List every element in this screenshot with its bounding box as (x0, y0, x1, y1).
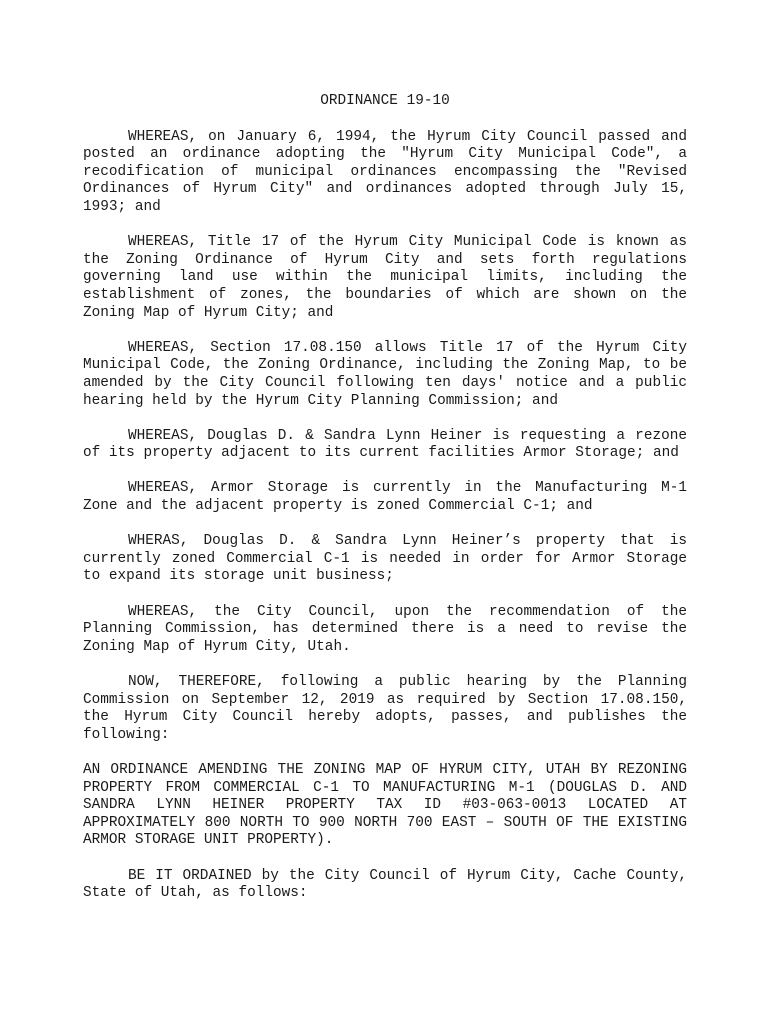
whereas-code-adoption-paragraph: WHEREAS, on January 6, 1994, the Hyrum City Council passed and posted an ordinance adopting the "Hyrum City Municipal Code", a recodification of municipal ordinances encompassing the "Revised Ordinances of Hyrum City" and ordinances adopted through July 15, 1993; and (83, 128, 687, 215)
now-therefore-paragraph: NOW, THEREFORE, following a public hearing by the Planning Commission on September 12, 2019 as required by Section 17.08.150, the Hyrum City Council hereby adopts, passes, and publishes the following: (83, 674, 687, 743)
be-it-ordained-paragraph: BE IT ORDAINED by the City Council of Hyrum City, Cache County, State of Utah, as follows: (83, 867, 687, 902)
whereas-council-determination-paragraph: WHEREAS, the City Council, upon the recommendation of the Planning Commission, has determined there is a need to revise the Zoning Map of Hyrum City, Utah. (83, 603, 687, 655)
whereas-title-17-paragraph: WHEREAS, Title 17 of the Hyrum City Municipal Code is known as the Zoning Ordinance of Hyrum City and sets forth regulations governing land use within the municipal limits, including the establishment of zones, the boundaries of which are shown on the Zoning Map of Hyrum City; and (83, 234, 687, 321)
ordinance-heading-paragraph: AN ORDINANCE AMENDING THE ZONING MAP OF HYRUM CITY, UTAH BY REZONING PROPERTY FROM COMMERCIAL C-1 TO MANUFACTURING M-1 (DOUGLAS D. AND SANDRA LYNN HEINER PROPERTY TAX ID #03-063-0013 LOCATED AT APPROXIMATELY 800 NORTH TO 900 NORTH 700 EAST – SOUTH OF THE EXISTING ARMOR STORAGE UNIT PROPERTY). (83, 761, 687, 849)
ordinance-title: ORDINANCE 19-10 (320, 93, 450, 109)
whereas-section-17-08-150-paragraph: WHEREAS, Section 17.08.150 allows Title 17 of the Hyrum City Municipal Code, the Zoning Ordinance, including the Zoning Map, to be amended by the City Council following ten days' notice and a public hearing held by the Hyrum City Planning Commission; and (83, 339, 687, 409)
document-page (83, 93, 687, 920)
wheras-expansion-paragraph: WHERAS, Douglas D. & Sandra Lynn Heiner’s property that is currently zoned Commercial C-1 is needed in order for Armor Storage to expand its storage unit business; (83, 533, 687, 585)
whereas-current-zoning-paragraph: WHEREAS, Armor Storage is currently in the Manufacturing M-1 Zone and the adjacent property is zoned Commercial C-1; and (83, 480, 687, 515)
whereas-rezone-request-paragraph: WHEREAS, Douglas D. & Sandra Lynn Heiner is requesting a rezone of its property adjacent to its current facilities Armor Storage; and (83, 427, 687, 462)
